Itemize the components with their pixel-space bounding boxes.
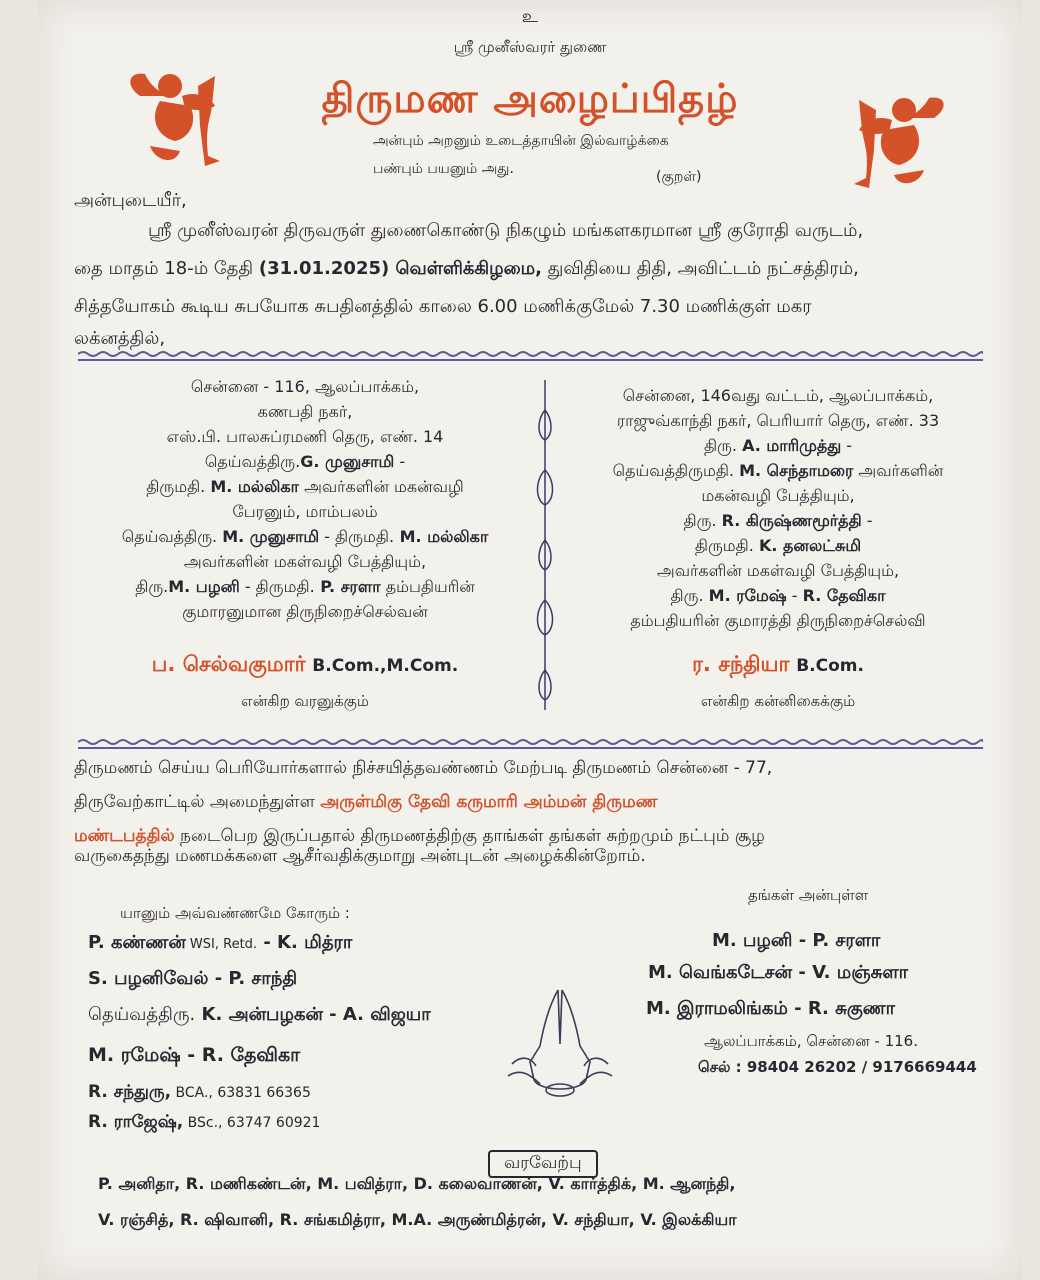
request-person-6: R. ராஜேஷ், BSc., 63747 60921 [88, 1112, 321, 1132]
right-angel-icon [844, 90, 954, 190]
salutation: அன்புடையீர், [74, 190, 187, 211]
groom-line-9: திரு.M. பழனி - திருமதி. P. சரளா தம்பதியரின் [135, 577, 475, 596]
hosts-phone: செல் : 98404 26202 / 9176669444 [698, 1058, 977, 1076]
intro-line-2 [74, 254, 994, 284]
groom-line-6: பேரனும், மாம்பலம் [232, 502, 378, 521]
invite-line-4: வருகைதந்து மணமக்களை ஆசீர்வதிக்குமாறு அன்புடன் அழைக்கின்றோம். [74, 846, 646, 866]
invitation-title: திருமண அழைப்பிதழ் [321, 76, 739, 122]
venue-name: அருள்மிகு தேவி கருமாரி அம்மன் திருமண [320, 792, 658, 812]
thithi-star: துவிதியை திதி, அவிட்டம் நட்சத்திரம், [547, 258, 859, 279]
request-person-2: S. பழனிவேல் - P. சாந்தி [88, 968, 298, 989]
om-symbol: உ [521, 6, 539, 27]
groom-degree: B.Com.,M.Com. [312, 656, 459, 676]
kural-line-2: பண்பும் பயனும் அது. [373, 161, 514, 177]
bride-line-6: திரு. R. கிருஷ்ணமூர்த்தி - [683, 511, 873, 530]
groom-column [80, 374, 530, 624]
groom-tag: என்கிற வரனுக்கும் [241, 692, 369, 710]
host-2: M. வெங்கடேசன் - V. மஞ்சுளா [648, 962, 908, 983]
bride-address-1: சென்னை, 146வது வட்டம், ஆலப்பாக்கம், [622, 386, 934, 405]
bride-degree: B.Com. [796, 656, 864, 676]
host-3: M. இராமலிங்கம் - R. சுகுணா [646, 998, 896, 1019]
groom-name-line [80, 652, 530, 679]
praying-hands-icon [500, 984, 620, 1100]
groom-line-7: தெய்வத்திரு. M. முனுசாமி - திருமதி. M. மல்லிகா [121, 527, 489, 546]
groom-line-8: அவர்களின் மகள்வழி பேத்தியும், [183, 552, 427, 571]
request-heading: யானும் அவ்வண்ணமே கோரும் : [120, 904, 350, 922]
wavy-divider-bottom [78, 738, 983, 752]
bride-line-5: மகன்வழி பேத்தியும், [701, 486, 855, 505]
invite-line-1: திருமணம் செய்ய பெரியோர்களால் நிச்சயித்தவண்ணம் மேற்படி திருமணம் சென்னை - 77, [74, 758, 773, 778]
wavy-divider-top [78, 350, 983, 364]
bride-tag: என்கிற கன்னிகைக்கும் [700, 692, 856, 710]
groom-line-4: தெய்வத்திரு.G. முனுசாமி - [204, 452, 406, 471]
hosts-heading: தங்கள் அன்புள்ள [748, 886, 869, 904]
request-person-1: P. கண்ணன் WSI, Retd. - K. மித்ரா [88, 932, 353, 953]
bride-line-4: தெய்வத்திருமதி. M. செந்தாமரை அவர்களின் [612, 461, 944, 480]
center-ornament-icon [535, 380, 555, 710]
intro-line-3: சித்தயோகம் கூடிய சுபயோக சுபதினத்தில் காலை 6.00 மணிக்குமேல் 7.30 மணிக்குள் மகர [74, 296, 812, 317]
bride-line-9: திரு. M. ரமேஷ் - R. தேவிகா [670, 586, 886, 605]
groom-address-2: கணபதி நகர், [257, 402, 353, 421]
venue-name-cont: மண்டபத்தில் [74, 826, 175, 846]
request-person-3: தெய்வத்திரு. K. அன்பழகன் - A. விஜயா [88, 1004, 431, 1025]
bride-name-line [568, 652, 988, 679]
groom-line-10: குமாரனுமான திருநிறைச்செல்வன் [182, 602, 428, 621]
groom-name: ப. செல்வகுமார் [151, 652, 306, 676]
kural-reference: (குறள்) [656, 169, 702, 185]
blessing-line: ஸ்ரீ முனீஸ்வரர் துணை [453, 38, 607, 56]
bride-line-8: அவர்களின் மகள்வழி பேத்தியும், [656, 561, 900, 580]
invite-line-3: மண்டபத்தில் நடைபெற இருப்பதால் திருமணத்திற்கு தாங்கள் தங்கள் சுற்றமும் நட்பும் சூழ [74, 826, 765, 846]
kural-line-1: அன்பும் அறனும் உடைத்தாயின் இல்வாழ்க்கை [373, 133, 669, 149]
bride-line-10: தம்பதியரின் குமாரத்தி திருநிறைச்செல்வி [630, 611, 926, 630]
bride-line-3: திரு. A. மாரிமுத்து - [703, 436, 853, 455]
bride-name: ர. சந்தியா [692, 652, 790, 676]
request-person-4: M. ரமேஷ் - R. தேவிகா [88, 1044, 301, 1066]
bride-line-7: திருமதி. K. தனலட்சுமி [694, 536, 862, 555]
welcome-line-2: V. ரஞ்சித், R. ஷிவானி, R. சங்கமித்ரா, M.A. அருண்மித்ரன், V. சந்தியா, V. இலக்கியா [98, 1210, 737, 1229]
welcome-line-1: P. அனிதா, R. மணிகண்டன், M. பவித்ரா, D. கலைவாணன், V. கார்த்திக், M. ஆனந்தி, [98, 1174, 736, 1193]
date-english: (31.01.2025) வெள்ளிக்கிழமை, [258, 258, 542, 279]
groom-address-1: சென்னை - 116, ஆலப்பாக்கம், [190, 377, 420, 396]
groom-address-3: எஸ்.பி. பாலசுப்ரமணி தெரு, எண். 14 [166, 427, 444, 446]
bride-address-2: ராஜுவ்காந்தி நகர், பெரியார் தெரு, எண். 33 [616, 411, 940, 430]
welcome-title: வரவேற்பு [488, 1150, 598, 1178]
host-1: M. பழனி - P. சரளா [712, 930, 881, 951]
groom-line-5: திருமதி. M. மல்லிகா அவர்களின் மகன்வழி [146, 477, 464, 496]
invite-line-2: திருவேற்காட்டில் அமைந்துள்ள அருள்மிகு தேவி கருமாரி அம்மன் திருமண [74, 792, 658, 812]
date-tamil: தை மாதம் 18-ம் தேதி [74, 258, 254, 279]
intro-line-1: ஸ்ரீ முனீஸ்வரன் திருவருள் துணைகொண்டு நிகழும் மங்களகரமான ஸ்ரீ குரோதி வருடம், [148, 220, 864, 241]
request-person-5: R. சந்துரு, BCA., 63831 66365 [88, 1082, 311, 1102]
intro-line-4: லக்னத்தில், [74, 328, 166, 349]
hosts-address: ஆலப்பாக்கம், சென்னை - 116. [704, 1032, 918, 1050]
bride-column [568, 383, 988, 633]
left-angel-icon [120, 66, 230, 176]
invitation-card [38, 0, 1022, 1280]
